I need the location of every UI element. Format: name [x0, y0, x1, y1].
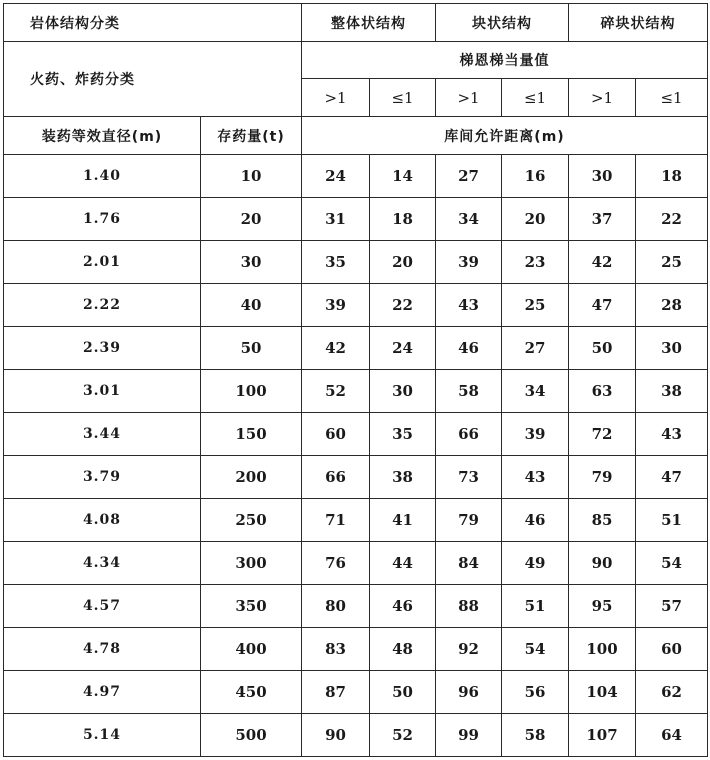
distance-cell: 50	[569, 327, 636, 370]
charge-cell: 500	[201, 714, 302, 757]
tnt-ratio-header: 梯恩梯当量值	[302, 42, 708, 79]
distance-cell: 27	[436, 155, 502, 198]
distance-cell: 80	[302, 585, 370, 628]
diameter-cell: 4.78	[4, 628, 201, 671]
distance-column-header: 库间允许距离(m)	[302, 117, 708, 155]
distance-cell: 20	[502, 198, 569, 241]
distance-cell: 39	[436, 241, 502, 284]
diameter-cell: 2.01	[4, 241, 201, 284]
distance-cell: 51	[502, 585, 569, 628]
distance-cell: 18	[636, 155, 708, 198]
distance-cell: 95	[569, 585, 636, 628]
distance-cell: 87	[302, 671, 370, 714]
distance-cell: 99	[436, 714, 502, 757]
distance-cell: 64	[636, 714, 708, 757]
table-row	[4, 413, 708, 456]
distance-cell: 60	[636, 628, 708, 671]
distance-cell: 58	[436, 370, 502, 413]
rock-structure-header: 岩体结构分类	[4, 4, 302, 42]
distance-cell: 25	[636, 241, 708, 284]
distance-cell: 54	[636, 542, 708, 585]
distance-cell: 42	[569, 241, 636, 284]
distance-cell: 73	[436, 456, 502, 499]
diameter-cell: 2.22	[4, 284, 201, 327]
distance-cell: 38	[370, 456, 436, 499]
distance-cell: 58	[502, 714, 569, 757]
distance-cell: 34	[436, 198, 502, 241]
diameter-cell: 5.14	[4, 714, 201, 757]
distance-cell: 25	[502, 284, 569, 327]
charge-column-header: 存药量(t)	[201, 117, 302, 155]
ratio-condition: >1	[569, 79, 636, 117]
distance-cell: 96	[436, 671, 502, 714]
table-row	[4, 585, 708, 628]
distance-cell: 39	[502, 413, 569, 456]
distance-cell: 39	[302, 284, 370, 327]
distance-cell: 90	[569, 542, 636, 585]
diameter-cell: 4.97	[4, 671, 201, 714]
table-row	[4, 370, 708, 413]
distance-cell: 50	[370, 671, 436, 714]
distance-cell: 49	[502, 542, 569, 585]
distance-cell: 46	[370, 585, 436, 628]
diameter-cell: 3.79	[4, 456, 201, 499]
table-row	[4, 456, 708, 499]
table-row	[4, 714, 708, 757]
distance-cell: 30	[370, 370, 436, 413]
integral-structure-header: 整体状结构	[302, 4, 436, 42]
distance-cell: 14	[370, 155, 436, 198]
distance-cell: 43	[436, 284, 502, 327]
distance-cell: 28	[636, 284, 708, 327]
charge-cell: 400	[201, 628, 302, 671]
diameter-cell: 1.40	[4, 155, 201, 198]
distance-cell: 107	[569, 714, 636, 757]
ratio-condition: ≤1	[636, 79, 708, 117]
distance-cell: 66	[436, 413, 502, 456]
distance-cell: 46	[502, 499, 569, 542]
diameter-cell: 3.01	[4, 370, 201, 413]
distance-cell: 63	[569, 370, 636, 413]
distance-cell: 52	[370, 714, 436, 757]
ratio-condition: >1	[436, 79, 502, 117]
distance-cell: 48	[370, 628, 436, 671]
distance-cell: 47	[636, 456, 708, 499]
charge-cell: 40	[201, 284, 302, 327]
distance-cell: 38	[636, 370, 708, 413]
charge-cell: 350	[201, 585, 302, 628]
ratio-condition: >1	[302, 79, 370, 117]
distance-cell: 57	[636, 585, 708, 628]
distance-cell: 52	[302, 370, 370, 413]
distance-cell: 85	[569, 499, 636, 542]
distance-cell: 41	[370, 499, 436, 542]
distance-cell: 88	[436, 585, 502, 628]
table-row	[4, 284, 708, 327]
table-row	[4, 198, 708, 241]
distance-cell: 62	[636, 671, 708, 714]
table-row	[4, 499, 708, 542]
distance-cell: 51	[636, 499, 708, 542]
distance-cell: 42	[302, 327, 370, 370]
distance-cell: 60	[302, 413, 370, 456]
diameter-cell: 4.08	[4, 499, 201, 542]
distance-cell: 27	[502, 327, 569, 370]
distance-cell: 56	[502, 671, 569, 714]
distance-cell: 54	[502, 628, 569, 671]
charge-cell: 10	[201, 155, 302, 198]
table-row	[4, 542, 708, 585]
fragment-structure-header: 碎块状结构	[569, 4, 708, 42]
distance-cell: 83	[302, 628, 370, 671]
distance-cell: 24	[302, 155, 370, 198]
distance-cell: 35	[302, 241, 370, 284]
block-structure-header: 块状结构	[436, 4, 569, 42]
distance-cell: 22	[636, 198, 708, 241]
distance-cell: 30	[636, 327, 708, 370]
charge-cell: 100	[201, 370, 302, 413]
table-row	[4, 155, 708, 198]
distance-cell: 43	[636, 413, 708, 456]
distance-cell: 34	[502, 370, 569, 413]
distance-cell: 23	[502, 241, 569, 284]
distance-cell: 100	[569, 628, 636, 671]
distance-cell: 18	[370, 198, 436, 241]
distance-cell: 22	[370, 284, 436, 327]
diameter-cell: 1.76	[4, 198, 201, 241]
charge-cell: 300	[201, 542, 302, 585]
charge-cell: 20	[201, 198, 302, 241]
distance-cell: 46	[436, 327, 502, 370]
ratio-condition: ≤1	[502, 79, 569, 117]
distance-cell: 47	[569, 284, 636, 327]
diameter-column-header: 装药等效直径(m)	[4, 117, 201, 155]
distance-cell: 72	[569, 413, 636, 456]
distance-cell: 84	[436, 542, 502, 585]
ratio-condition: ≤1	[370, 79, 436, 117]
table-row	[4, 671, 708, 714]
charge-cell: 200	[201, 456, 302, 499]
distance-table	[3, 3, 708, 757]
distance-cell: 30	[569, 155, 636, 198]
distance-cell: 90	[302, 714, 370, 757]
distance-cell: 43	[502, 456, 569, 499]
distance-cell: 44	[370, 542, 436, 585]
explosive-class-header: 火药、炸药分类	[4, 42, 302, 117]
table-row	[4, 327, 708, 370]
distance-cell: 24	[370, 327, 436, 370]
distance-cell: 79	[436, 499, 502, 542]
diameter-cell: 4.57	[4, 585, 201, 628]
table-row	[4, 241, 708, 284]
diameter-cell: 2.39	[4, 327, 201, 370]
distance-cell: 37	[569, 198, 636, 241]
diameter-cell: 4.34	[4, 542, 201, 585]
distance-cell: 76	[302, 542, 370, 585]
distance-cell: 79	[569, 456, 636, 499]
charge-cell: 450	[201, 671, 302, 714]
distance-cell: 16	[502, 155, 569, 198]
distance-cell: 31	[302, 198, 370, 241]
charge-cell: 150	[201, 413, 302, 456]
charge-cell: 250	[201, 499, 302, 542]
distance-cell: 35	[370, 413, 436, 456]
distance-cell: 104	[569, 671, 636, 714]
diameter-cell: 3.44	[4, 413, 201, 456]
distance-cell: 20	[370, 241, 436, 284]
distance-cell: 66	[302, 456, 370, 499]
charge-cell: 50	[201, 327, 302, 370]
table-row	[4, 628, 708, 671]
charge-cell: 30	[201, 241, 302, 284]
distance-cell: 71	[302, 499, 370, 542]
distance-cell: 92	[436, 628, 502, 671]
